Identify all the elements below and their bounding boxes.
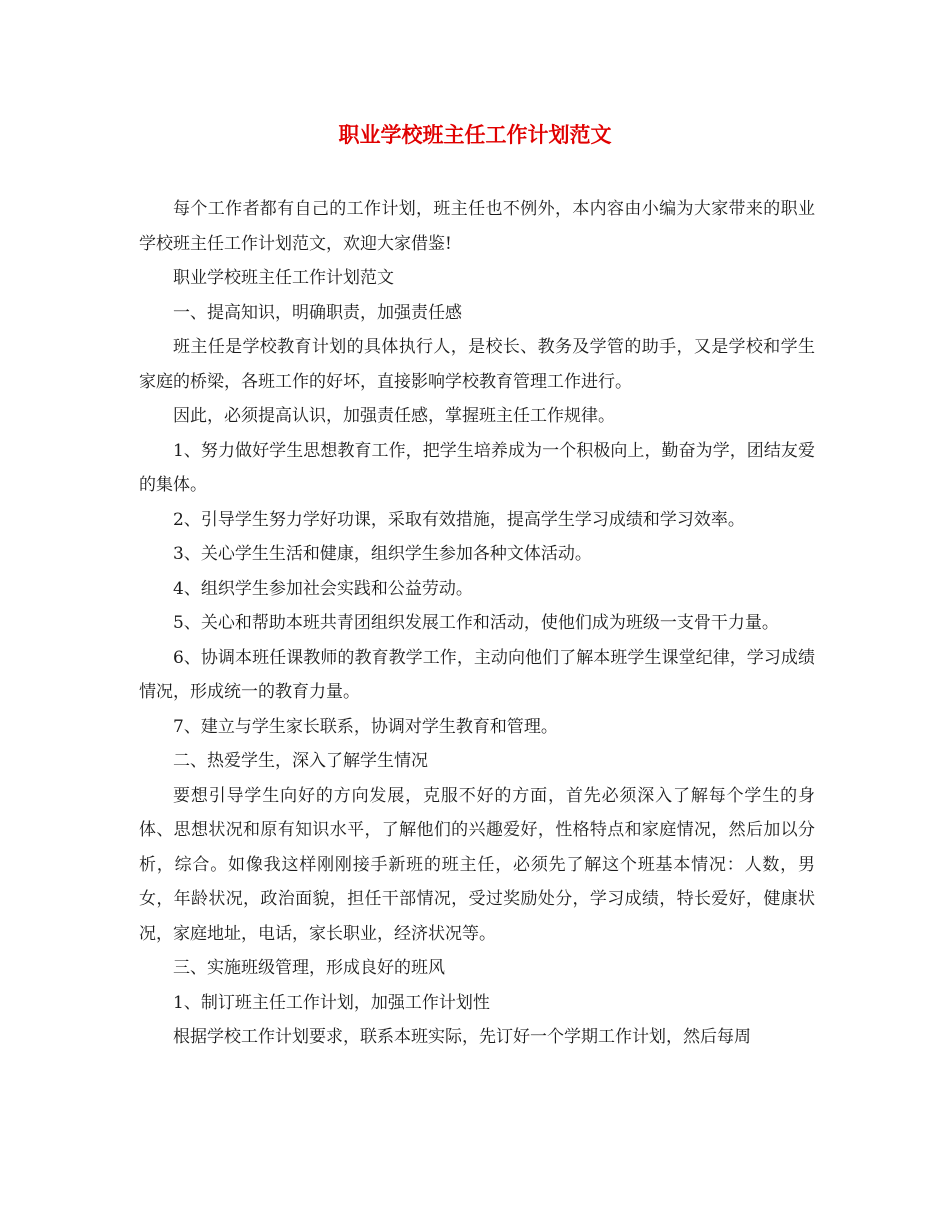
document-body [139, 192, 815, 1055]
section-heading: 二、热爱学生，深入了解学生情况 [173, 751, 428, 771]
list-item: 2、引导学生努力学好功课，采取有效措施，提高学生学习成绩和学习效率。 [173, 509, 745, 530]
list-item: 3、关心学生生活和健康，组织学生参加各种文体活动。 [173, 544, 592, 564]
list-item: 5、关心和帮助本班共青团组织发展工作和活动，使他们成为班级一支骨干力量。 [173, 613, 779, 633]
list-item: 1、努力做好学生思想教育工作，把学生培养成为一个积极向上，勤奋为学，团结友爱的集体。 [139, 440, 815, 495]
section-heading: 一、提高知识，明确职责，加强责任感 [173, 302, 462, 323]
paragraph: 要想引导学生向好的方向发展，克服不好的方面，首先必须深入了解每个学生的身体、思想状况和原有知识水平，了解他们的兴趣爱好，性格特点和家庭情况，然后加以分析，综合。如像我这样刚刚接手新班的班主任，必须先了解这个班基本情况：人数，男女，年龄状况，政治面貌，担任干部情况，受过奖励处分，学习成绩，特长爱好，健康状况，家庭地址，电话，家长职业，经济状况等。 [139, 785, 815, 944]
list-item: 7、建立与学生家长联系，协调对学生教育和管理。 [173, 716, 558, 737]
paragraph: 职业学校班主任工作计划范文 [173, 268, 394, 288]
section-heading: 三、实施班级管理，形成良好的班风 [173, 958, 445, 978]
paragraph: 班主任是学校教育计划的具体执行人，是校长、教务及学管的助手，又是学校和学生家庭的桥梁，各班工作的好坏，直接影响学校教育管理工作进行。 [139, 337, 815, 392]
paragraph: 根据学校工作计划要求，联系本班实际，先订好一个学期工作计划，然后每周 [173, 1027, 751, 1047]
subsection-heading: 1、制订班主任工作计划，加强工作计划性 [173, 992, 490, 1013]
list-item: 6、协调本班任课教师的教育教学工作，主动向他们了解本班学生课堂纪律，学习成绩情况，形成统一的教育力量。 [139, 647, 815, 702]
document-title: 职业学校班主任工作计划范文 [338, 122, 612, 147]
paragraph: 因此，必须提高认识，加强责任感，掌握班主任工作规律。 [173, 406, 615, 426]
list-item: 4、组织学生参加社会实践和公益劳动。 [173, 578, 473, 599]
paragraph: 每个工作者都有自己的工作计划，班主任也不例外，本内容由小编为大家带来的职业学校班主任工作计划范文，欢迎大家借鉴! [139, 199, 815, 254]
